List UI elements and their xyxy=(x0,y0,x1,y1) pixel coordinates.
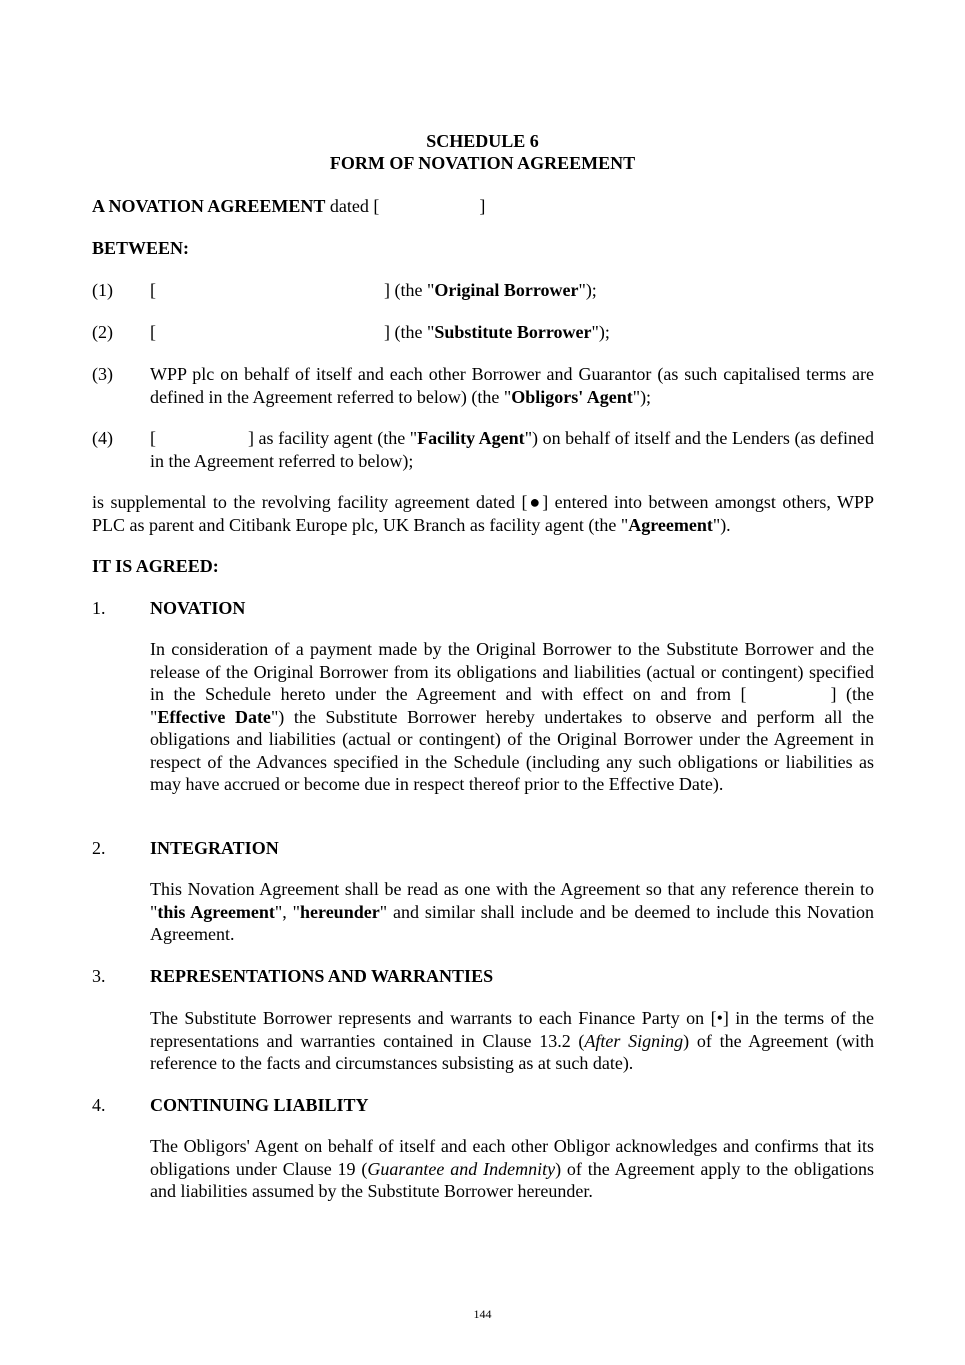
clause-1-text-a: In consideration of a payment made by the Original Borrower to the Substitute Borrower and the release of the Original Borrower from its obligations and liabilities (actual or contingent) specified in the Schedule hereto under the Agreement and with effect on and from [ xyxy=(150,639,874,704)
clause-4-text-b: ) of the Agreement apply to the obligations and liabilities assumed by the Substitute Borrower hereunder. xyxy=(150,1158,874,1201)
clause-3-text-a: The Substitute Borrower represents and warrants to each Finance Party on [•] in the terms of the representations and warranties contained in Clause 13.2 ( xyxy=(150,1008,874,1051)
party-2 xyxy=(150,321,874,344)
intro-dated: dated [ xyxy=(329,196,380,216)
clause-3-heading: REPRESENTATIONS AND WARRANTIES xyxy=(150,966,494,986)
clause-2-text-c: " and similar shall include and be deemed to include this Novation Agreement. xyxy=(150,901,874,944)
party-1 xyxy=(150,279,874,302)
party-2-close: ] (the " xyxy=(384,322,435,342)
clause-4-number: 4. xyxy=(92,1095,106,1115)
party-3-end: "); xyxy=(632,386,652,407)
party-3-term: Obligors' Agent xyxy=(511,386,633,407)
schedule-subheading: FORM OF NOVATION AGREEMENT xyxy=(329,153,636,173)
clause-4-heading: CONTINUING LIABILITY xyxy=(150,1095,369,1115)
party-4-open: [ xyxy=(150,428,156,448)
party-4-end: ") on behalf of itself and the Lenders (as defined in the Agreement referred to below); xyxy=(150,428,875,471)
supplemental-end: "). xyxy=(712,514,731,535)
clause-2-term-2: hereunder xyxy=(300,901,380,922)
page-number: 144 xyxy=(473,1307,492,1321)
party-3-number: (3) xyxy=(92,364,113,384)
clause-4-italic: Guarantee and Indemnity xyxy=(367,1158,556,1179)
supplemental-paragraph xyxy=(92,491,874,536)
clause-3-italic: After Signing xyxy=(584,1030,684,1051)
clause-1-body xyxy=(150,638,874,796)
intro-title: A NOVATION AGREEMENT xyxy=(92,196,326,216)
clause-3-number: 3. xyxy=(92,966,106,986)
party-1-number: (1) xyxy=(92,280,113,300)
party-4 xyxy=(150,427,874,472)
party-2-open: [ xyxy=(150,322,156,342)
clause-1-text-b: (the " xyxy=(150,684,875,727)
clause-1-term: Effective Date xyxy=(157,706,271,727)
clause-2-text-a: This Novation Agreement shall be read as one with the Agreement so that any reference therein to " xyxy=(150,879,874,922)
clause-3-body xyxy=(150,1007,874,1075)
clause-2-text-b: ", " xyxy=(274,901,301,922)
party-4-term: Facility Agent xyxy=(417,428,525,448)
agreement-intro xyxy=(92,195,874,218)
between-label: BETWEEN: xyxy=(92,238,190,258)
party-1-close: ] (the " xyxy=(384,280,435,300)
clause-4-body xyxy=(150,1135,874,1203)
party-1-term: Original Borrower xyxy=(434,280,579,300)
clause-2-heading: INTEGRATION xyxy=(150,838,279,858)
agreed-label: IT IS AGREED: xyxy=(92,556,219,576)
clause-2-body xyxy=(150,878,874,946)
party-2-end: "); xyxy=(591,322,610,342)
party-1-end: "); xyxy=(578,280,597,300)
clause-1-text-c: ") the Substitute Borrower hereby undertakes to observe and perform all the obligations and liabilities (actual or contingent) of the Original Borrower under the Agreement in respect of the Advances specified in the Schedule (including any such obligations or liabilities as may have accrued or become due in respect thereof prior to the Effective Date). xyxy=(150,706,874,794)
clause-1-number: 1. xyxy=(92,598,106,618)
intro-close-bracket: ] xyxy=(479,196,486,216)
party-4-number: (4) xyxy=(92,428,113,448)
party-3 xyxy=(150,363,874,408)
clause-4-text-a: The Obligors' Agent on behalf of itself and each other Obligor acknowledges and confirms that its obligations under Clause 19 ( xyxy=(150,1136,874,1179)
clause-2-term-1: this Agreement xyxy=(157,901,275,922)
clause-3-text-b: ) of the Agreement (with reference to the facts and circumstances subsisting as at such date). xyxy=(150,1030,874,1073)
supplemental-text: is supplemental to the revolving facility agreement dated [●] entered into between amongst others, WPP PLC as parent and Citibank Europe plc, UK Branch as facility agent (the " xyxy=(92,492,874,535)
clause-2-number: 2. xyxy=(92,838,106,858)
party-2-term: Substitute Borrower xyxy=(434,322,592,342)
clause-1-close-bracket: ] xyxy=(830,684,837,704)
clause-1-heading: NOVATION xyxy=(150,598,246,618)
party-1-open: [ xyxy=(150,280,156,300)
schedule-heading: SCHEDULE 6 xyxy=(426,131,539,151)
party-4-text: ] as facility agent (the " xyxy=(248,428,418,448)
party-3-text: WPP plc on behalf of itself and each other Borrower and Guarantor (as such capitalised terms are defined in the Agreement referred to below) (the " xyxy=(150,364,874,407)
party-2-number: (2) xyxy=(92,322,113,342)
supplemental-term: Agreement xyxy=(628,514,713,535)
